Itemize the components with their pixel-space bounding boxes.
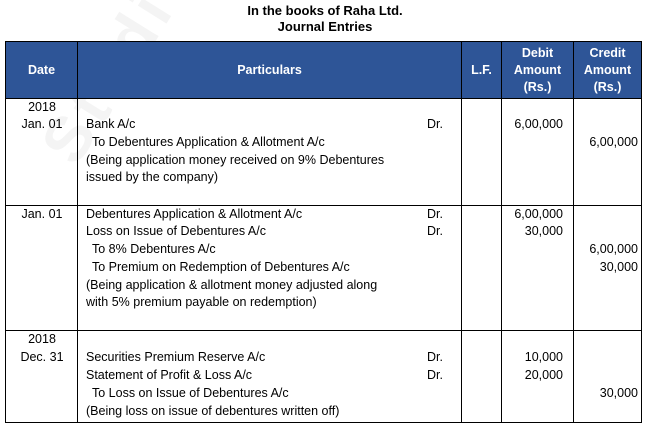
entry-line-dr: Dr. — [427, 224, 443, 238]
header-date: Date — [6, 42, 78, 98]
header-debit — [502, 42, 574, 98]
entry-line-text: Statement of Profit & Loss A/c — [86, 368, 253, 382]
entry-year: 2018 — [28, 332, 56, 346]
entry-debit: 6,00,000 — [514, 207, 563, 221]
entry-debit: 10,000 — [524, 350, 563, 364]
entry-year: 2018 — [28, 100, 56, 114]
header-credit-line1: Credit — [589, 45, 626, 60]
row-divider — [6, 330, 641, 331]
entry-date: Jan. 01 — [21, 117, 63, 131]
entry-credit: 6,00,000 — [589, 242, 638, 256]
journal-title: Journal Entries — [277, 19, 373, 34]
entry-narration: (Being application money received on 9% Debentures — [86, 153, 385, 167]
entry-line-text: Securities Premium Reserve A/c — [86, 350, 266, 364]
entry-credit: 30,000 — [599, 386, 638, 400]
entry-date: Dec. 31 — [20, 350, 64, 364]
entry-line-dr: Dr. — [427, 207, 443, 221]
table-header — [6, 42, 641, 99]
header-credit-line3: (Rs.) — [593, 79, 622, 94]
entry-debit: 30,000 — [524, 224, 563, 238]
header-credit-line2: Amount — [583, 62, 632, 77]
entry-debit: 20,000 — [524, 368, 563, 382]
entry-narration: with 5% premium payable on redemption) — [86, 295, 317, 309]
entry-line-dr: Dr. — [427, 117, 443, 131]
entry-debit: 6,00,000 — [514, 117, 563, 131]
column-divider — [77, 99, 78, 422]
entry-narration: (Being loss on issue of debentures written off) — [86, 404, 340, 418]
header-credit — [574, 42, 641, 98]
entry-credit: 6,00,000 — [589, 135, 638, 149]
entry-line-dr: Dr. — [427, 368, 443, 382]
entry-line-dr: Dr. — [427, 350, 443, 364]
header-lf: L.F. — [462, 42, 502, 98]
entry-line-text: To Premium on Redemption of Debentures A/c — [92, 260, 350, 274]
column-divider — [461, 99, 462, 422]
entry-narration: issued by the company) — [86, 170, 219, 184]
entry-date: Jan. 01 — [21, 207, 63, 221]
entry-line-text: Bank A/c — [86, 117, 136, 131]
entry-line-text: To Loss on Issue of Debentures A/c — [92, 386, 289, 400]
journal-table — [5, 41, 642, 423]
header-debit-line3: (Rs.) — [523, 79, 552, 94]
entry-line-text: To Debentures Application & Allotment A/c — [92, 135, 325, 149]
header-debit-line2: Amount — [513, 62, 562, 77]
entry-credit: 30,000 — [599, 260, 638, 274]
entry-line-text: Loss on Issue of Debentures A/c — [86, 224, 266, 238]
company-title: In the books of Raha Ltd. — [247, 3, 403, 18]
header-debit-line1: Debit — [521, 45, 554, 60]
header-particulars: Particulars — [78, 42, 462, 98]
entry-line-text: To 8% Debentures A/c — [92, 242, 216, 256]
entry-line-text: Debentures Application & Allotment A/c — [86, 207, 303, 221]
entry-narration: (Being application & allotment money adjusted along — [86, 278, 378, 292]
